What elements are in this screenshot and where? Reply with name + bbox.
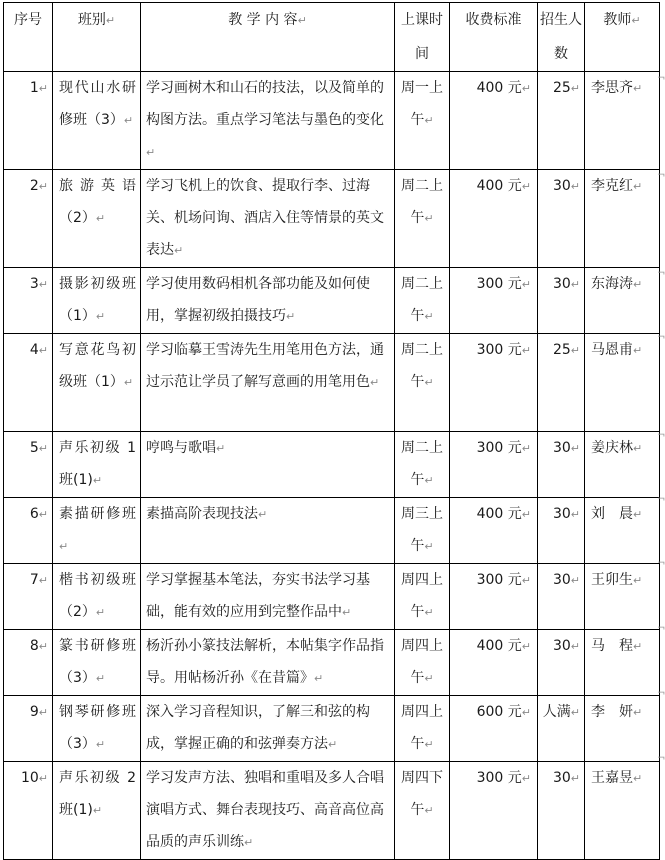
paragraph-mark-icon: ↵ bbox=[424, 606, 434, 619]
paragraph-mark-icon: ↵ bbox=[314, 672, 324, 685]
paragraph-mark-icon: ↵ bbox=[95, 212, 106, 225]
row-capacity: 30↵ bbox=[538, 170, 585, 268]
paragraph-mark-icon: ↵ bbox=[521, 574, 531, 587]
row-fee: 300 元↵ bbox=[450, 762, 538, 860]
row-capacity: 30↵ bbox=[538, 268, 585, 334]
paragraph-mark-icon: ↵ bbox=[570, 706, 580, 719]
row-content: 学习使用数码相机各部功能及如何使用，掌握初级拍摄技巧↵ bbox=[141, 268, 395, 334]
row-number: 10↵ bbox=[4, 762, 53, 860]
row-capacity: 25↵ bbox=[538, 334, 585, 432]
paragraph-mark-icon: ↵ bbox=[521, 772, 531, 785]
paragraph-mark-icon: ↵ bbox=[570, 442, 580, 455]
row-teacher: 刘 晨↵ bbox=[585, 498, 660, 564]
row-capacity: 30↵ bbox=[538, 762, 585, 860]
row-time: 周二上午↵ bbox=[395, 334, 450, 432]
row-teacher: 东海涛↵ bbox=[585, 268, 660, 334]
row-end-mark-icon: ¬ bbox=[657, 73, 665, 84]
row-class-name: 摄影初级班（1）↵ bbox=[53, 268, 141, 334]
row-content: 素描高阶表现技法↵ bbox=[141, 498, 395, 564]
paragraph-mark-icon: ↵ bbox=[95, 606, 106, 619]
header-capacity: 招生人数 bbox=[538, 3, 585, 72]
paragraph-mark-icon: ↵ bbox=[38, 180, 48, 193]
row-class-name: 篆书研修班（3）↵ bbox=[53, 630, 141, 696]
row-content: 杨沂孙小篆技法解析，本帖集字作品指导。用帖杨沂孙《在昔篇》↵ bbox=[141, 630, 395, 696]
paragraph-mark-icon: ↵ bbox=[424, 310, 434, 323]
header-content: 教 学 内 容↵ bbox=[141, 3, 395, 72]
paragraph-mark-icon: ↵ bbox=[633, 640, 643, 653]
paragraph-mark-icon: ↵ bbox=[38, 574, 48, 587]
paragraph-mark-icon: ↵ bbox=[521, 706, 531, 719]
row-time: 周四上午↵ bbox=[395, 564, 450, 630]
header-teacher: 教师↵ bbox=[585, 3, 660, 72]
row-capacity: 30↵ bbox=[538, 564, 585, 630]
paragraph-mark-icon: ↵ bbox=[38, 508, 48, 521]
row-number: 3↵ bbox=[4, 268, 53, 334]
row-capacity: 30↵ bbox=[538, 432, 585, 498]
row-capacity: 25↵ bbox=[538, 72, 585, 170]
row-number: 9↵ bbox=[4, 696, 53, 762]
row-class-name: 钢琴研修班（3）↵ bbox=[53, 696, 141, 762]
header-time: 上课时间 bbox=[395, 3, 450, 72]
paragraph-mark-icon: ↵ bbox=[38, 772, 48, 785]
paragraph-mark-icon: ↵ bbox=[633, 442, 643, 455]
row-content: 学习发声方法、独唱和重唱及多人合唱演唱方式、舞台表现技巧、高音高位高品质的声乐训练↵ bbox=[141, 762, 395, 860]
paragraph-mark-icon: ↵ bbox=[424, 672, 434, 685]
paragraph-mark-icon: ↵ bbox=[570, 508, 580, 521]
row-fee: 300 元↵ bbox=[450, 564, 538, 630]
paragraph-mark-icon: ↵ bbox=[38, 442, 48, 455]
paragraph-mark-icon: ↵ bbox=[570, 574, 580, 587]
paragraph-mark-icon: ↵ bbox=[570, 278, 580, 291]
paragraph-mark-icon: ↵ bbox=[95, 672, 106, 685]
row-number: 2↵ bbox=[4, 170, 53, 268]
paragraph-mark-icon: ↵ bbox=[633, 574, 643, 587]
row-end-mark-icon: ¬ bbox=[657, 170, 665, 181]
paragraph-mark-icon: ↵ bbox=[286, 310, 296, 323]
paragraph-mark-icon: ↵ bbox=[38, 82, 48, 95]
row-time: 周四下午↵ bbox=[395, 762, 450, 860]
row-class-name: 声乐初级 2 班(1)↵ bbox=[53, 762, 141, 860]
table-row bbox=[4, 498, 660, 564]
header-fee: 收费标准 bbox=[450, 3, 538, 72]
paragraph-mark-icon: ↵ bbox=[424, 540, 434, 553]
paragraph-mark-icon: ↵ bbox=[521, 442, 531, 455]
paragraph-mark-icon: ↵ bbox=[633, 82, 643, 95]
row-fee: 300 元↵ bbox=[450, 432, 538, 498]
paragraph-mark-icon: ↵ bbox=[521, 180, 531, 193]
paragraph-mark-icon: ↵ bbox=[570, 772, 580, 785]
header-row bbox=[4, 3, 660, 72]
row-capacity: 30↵ bbox=[538, 498, 585, 564]
paragraph-mark-icon: ↵ bbox=[258, 508, 268, 521]
row-time: 周一上午↵ bbox=[395, 72, 450, 170]
row-time: 周二上午↵ bbox=[395, 432, 450, 498]
row-fee: 300 元↵ bbox=[450, 334, 538, 432]
row-end-mark-icon: ¬ bbox=[657, 494, 665, 505]
row-number: 1↵ bbox=[4, 72, 53, 170]
paragraph-mark-icon: ↵ bbox=[95, 738, 106, 751]
paragraph-mark-icon: ↵ bbox=[521, 508, 531, 521]
paragraph-mark-icon: ↵ bbox=[244, 836, 254, 849]
paragraph-mark-icon: ↵ bbox=[123, 114, 134, 127]
row-content: 学习临摹王雪涛先生用笔用色方法，通过示范让学员了解写意画的用笔用色↵ bbox=[141, 334, 395, 432]
paragraph-mark-icon: ↵ bbox=[92, 474, 103, 487]
row-fee: 400 元↵ bbox=[450, 630, 538, 696]
row-fee: 300 元↵ bbox=[450, 268, 538, 334]
paragraph-mark-icon: ↵ bbox=[424, 738, 434, 751]
row-end-mark-icon: ¬ bbox=[657, 332, 665, 343]
row-class-name: 写意花鸟初级班（1）↵ bbox=[53, 334, 141, 432]
paragraph-mark-icon: ↵ bbox=[633, 344, 643, 357]
row-end-mark-icon: ¬ bbox=[657, 268, 665, 279]
paragraph-mark-icon: ↵ bbox=[216, 442, 226, 455]
paragraph-mark-icon: ↵ bbox=[424, 376, 434, 389]
row-time: 周四上午↵ bbox=[395, 630, 450, 696]
paragraph-mark-icon: ↵ bbox=[92, 804, 103, 817]
row-end-mark-icon: ¬ bbox=[657, 558, 665, 569]
row-content: 学习飞机上的饮食、提取行李、过海关、机场问询、酒店入住等情景的英文表达↵ bbox=[141, 170, 395, 268]
paragraph-mark-icon: ↵ bbox=[370, 376, 380, 389]
table-row bbox=[4, 564, 660, 630]
paragraph-mark-icon: ↵ bbox=[328, 738, 338, 751]
row-end-mark-icon: ¬ bbox=[657, 430, 665, 441]
row-class-name: 旅游英语（2）↵ bbox=[53, 170, 141, 268]
row-time: 周二上午↵ bbox=[395, 268, 450, 334]
paragraph-mark-icon: ↵ bbox=[424, 474, 434, 487]
row-teacher: 王卯生↵ bbox=[585, 564, 660, 630]
table-row bbox=[4, 762, 660, 860]
course-schedule-table bbox=[3, 2, 660, 860]
table-row bbox=[4, 334, 660, 432]
row-teacher: 李克红↵ bbox=[585, 170, 660, 268]
paragraph-mark-icon: ↵ bbox=[38, 640, 48, 653]
row-fee: 400 元↵ bbox=[450, 498, 538, 564]
row-teacher: 王嘉昱↵ bbox=[585, 762, 660, 860]
row-class-name: 声乐初级 1 班(1)↵ bbox=[53, 432, 141, 498]
paragraph-mark-icon: ↵ bbox=[521, 82, 531, 95]
row-teacher: 姜庆林↵ bbox=[585, 432, 660, 498]
paragraph-mark-icon: ↵ bbox=[146, 146, 156, 159]
row-capacity: 人满↵ bbox=[538, 696, 585, 762]
paragraph-mark-icon: ↵ bbox=[570, 640, 580, 653]
row-end-mark-icon: ¬ bbox=[657, 688, 665, 699]
row-fee: 600 元↵ bbox=[450, 696, 538, 762]
row-number: 7↵ bbox=[4, 564, 53, 630]
row-time: 周三上午↵ bbox=[395, 498, 450, 564]
table-row bbox=[4, 268, 660, 334]
row-class-name: 楷书初级班（2）↵ bbox=[53, 564, 141, 630]
paragraph-mark-icon: ↵ bbox=[424, 114, 434, 127]
row-number: 6↵ bbox=[4, 498, 53, 564]
table-row bbox=[4, 72, 660, 170]
paragraph-mark-icon: ↵ bbox=[424, 212, 434, 225]
row-number: 5↵ bbox=[4, 432, 53, 498]
row-number: 4↵ bbox=[4, 334, 53, 432]
paragraph-mark-icon: ↵ bbox=[521, 640, 531, 653]
row-teacher: 马 程↵ bbox=[585, 630, 660, 696]
row-teacher: 马恩甫↵ bbox=[585, 334, 660, 432]
row-fee: 400 元↵ bbox=[450, 72, 538, 170]
row-number: 8↵ bbox=[4, 630, 53, 696]
row-content: 学习画树木和山石的技法，以及简单的构图方法。重点学习笔法与墨色的变化↵ bbox=[141, 72, 395, 170]
row-end-mark-icon: ¬ bbox=[657, 623, 665, 634]
row-class-name: 现代山水研修班（3）↵ bbox=[53, 72, 141, 170]
row-time: 周四上午↵ bbox=[395, 696, 450, 762]
header-no: 序号 bbox=[4, 3, 53, 72]
header-class: 班别↵ bbox=[53, 3, 141, 72]
paragraph-mark-icon: ↵ bbox=[174, 244, 184, 257]
paragraph-mark-icon: ↵ bbox=[38, 344, 48, 357]
paragraph-mark-icon: ↵ bbox=[633, 508, 643, 521]
paragraph-mark-icon: ↵ bbox=[633, 180, 643, 193]
row-content: 学习掌握基本笔法，夯实书法学习基础，能有效的应用到完整作品中↵ bbox=[141, 564, 395, 630]
table-row bbox=[4, 696, 660, 762]
paragraph-mark-icon: ↵ bbox=[633, 706, 643, 719]
paragraph-mark-icon: ↵ bbox=[633, 772, 643, 785]
paragraph-mark-icon: ↵ bbox=[521, 344, 531, 357]
paragraph-mark-icon: ↵ bbox=[570, 344, 580, 357]
table-row bbox=[4, 170, 660, 268]
paragraph-mark-icon: ↵ bbox=[95, 310, 106, 323]
table-row bbox=[4, 630, 660, 696]
row-time: 周二上午↵ bbox=[395, 170, 450, 268]
row-content: 哼鸣与歌唱↵ bbox=[141, 432, 395, 498]
paragraph-mark-icon: ↵ bbox=[424, 804, 434, 817]
row-class-name: 素描研修班↵ bbox=[53, 498, 141, 564]
paragraph-mark-icon: ↵ bbox=[123, 376, 134, 389]
row-capacity: 30↵ bbox=[538, 630, 585, 696]
paragraph-mark-icon: ↵ bbox=[570, 180, 580, 193]
paragraph-mark-icon: ↵ bbox=[342, 606, 352, 619]
paragraph-mark-icon: ↵ bbox=[521, 278, 531, 291]
row-content: 深入学习音程知识，了解三和弦的构成，掌握正确的和弦弹奏方法↵ bbox=[141, 696, 395, 762]
table-row bbox=[4, 432, 660, 498]
paragraph-mark-icon: ↵ bbox=[38, 278, 48, 291]
paragraph-mark-icon: ↵ bbox=[633, 278, 643, 291]
row-fee: 400 元↵ bbox=[450, 170, 538, 268]
paragraph-mark-icon: ↵ bbox=[59, 540, 69, 553]
row-end-mark-icon: ¬ bbox=[657, 753, 665, 764]
row-teacher: 李思齐↵ bbox=[585, 72, 660, 170]
row-teacher: 李 妍↵ bbox=[585, 696, 660, 762]
paragraph-mark-icon: ↵ bbox=[570, 82, 580, 95]
paragraph-mark-icon: ↵ bbox=[38, 706, 48, 719]
